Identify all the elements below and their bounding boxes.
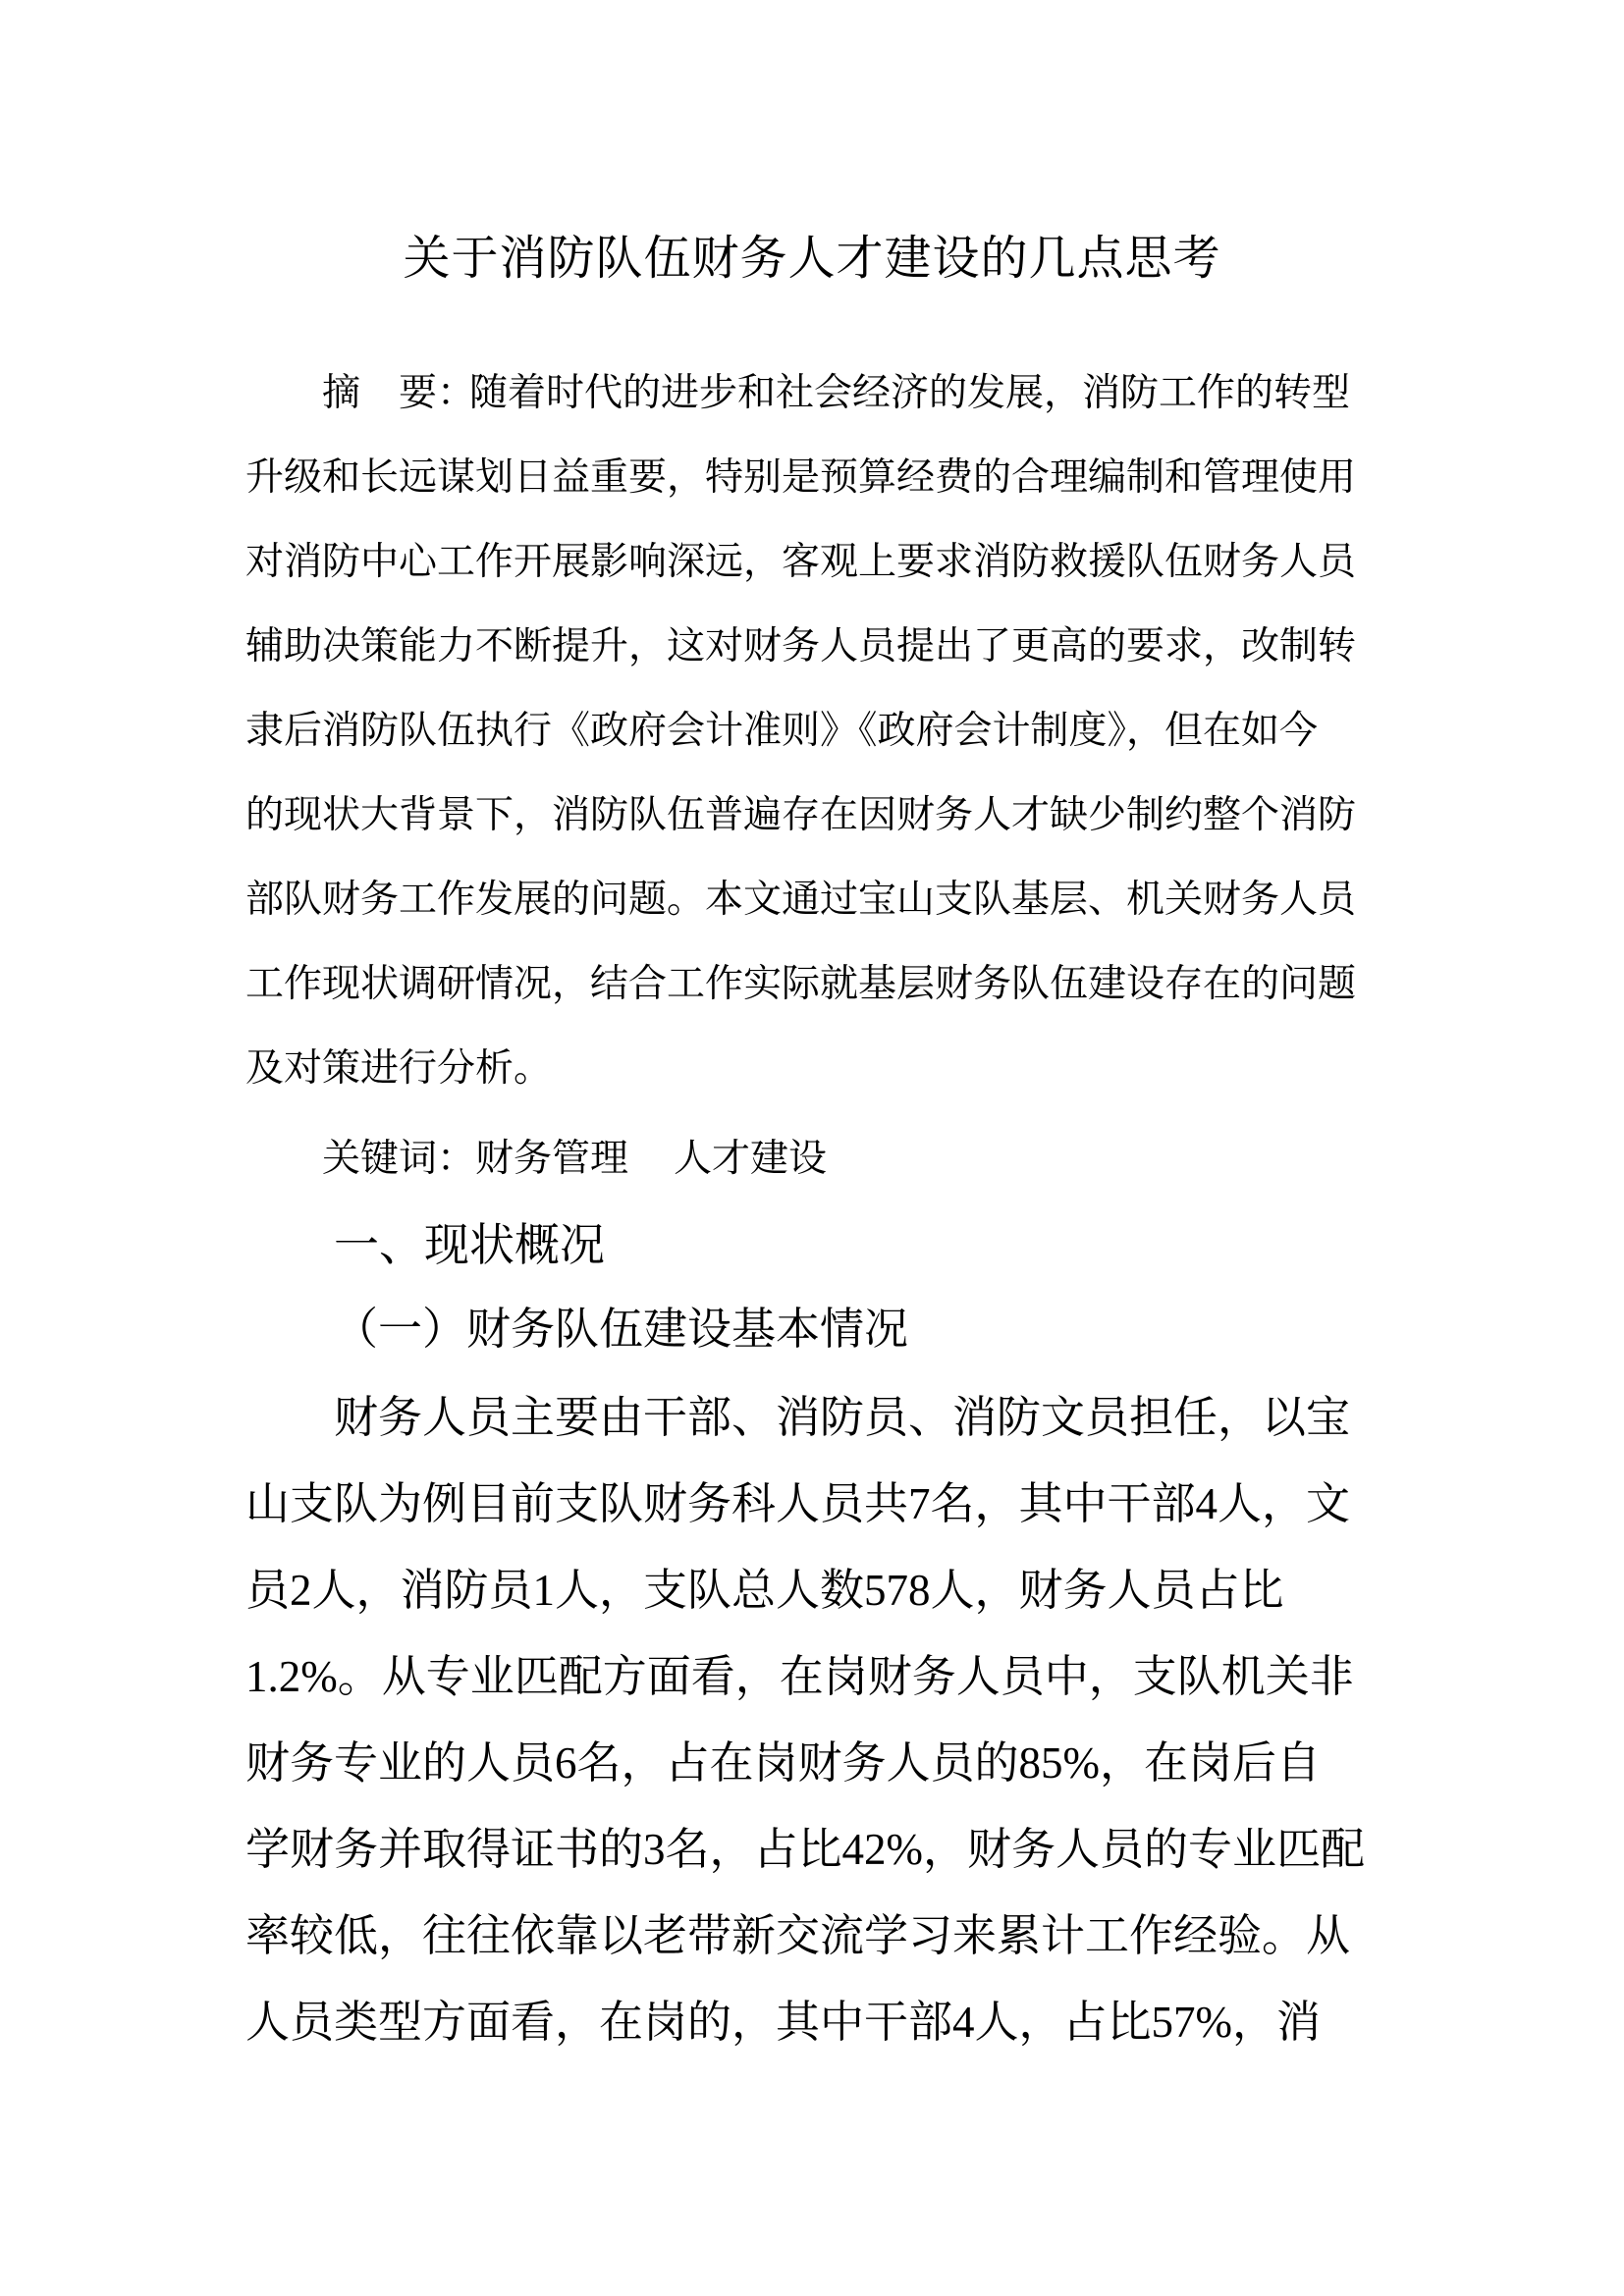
body-paragraph xyxy=(245,1374,1404,2065)
abstract-line: 隶后消防队伍执行《政府会计准则》《政府会计制度》，但在如今 xyxy=(245,709,1319,753)
keyword-item: 财务管理 xyxy=(475,1137,629,1181)
keywords-label: 关键词： xyxy=(322,1137,476,1181)
abstract-line: 升级和长远谋划日益重要，特别是预算经费的合理编制和管理使用 xyxy=(245,455,1357,500)
body-line: 财务专业的人员6名，占在岗财务人员的85%，在岗后自 xyxy=(245,1736,1322,1789)
section-heading: 一、现状概况 xyxy=(334,1218,605,1271)
abstract-line: 及对策进行分析。 xyxy=(245,1046,553,1091)
body-line: 山支队为例目前支队财务科人员共7名，其中干部4人，文 xyxy=(245,1477,1351,1529)
body-line: 率较低，往往依靠以老带新交流学习来累计工作经验。从 xyxy=(245,1909,1351,1961)
abstract-paragraph xyxy=(245,351,1375,1111)
keywords-line xyxy=(322,1117,827,1201)
abstract-line: 摘 要：随着时代的进步和社会经济的发展，消防工作的转型 xyxy=(245,351,1375,436)
abstract-label: 摘 要： xyxy=(322,371,476,415)
body-line: 财务人员主要由干部、消防员、消防文员担任，以宝 xyxy=(334,1391,1351,1443)
abstract-line: 对消防中心工作开展影响深远，客观上要求消防救援队伍财务人员 xyxy=(245,540,1357,584)
abstract-line: 辅助决策能力不断提升，这对财务人员提出了更高的要求，改制转 xyxy=(245,624,1357,668)
keyword-item: 人才建设 xyxy=(674,1137,828,1181)
body-line: 员2人，消防员1人，支队总人数578人，财务人员占比 xyxy=(245,1564,1284,1616)
abstract-line: 工作现状调研情况，结合工作实际就基层财务队伍建设存在的问题 xyxy=(245,962,1357,1006)
body-line: 学财务并取得证书的3名，占比42%，财务人员的专业匹配 xyxy=(245,1823,1366,1875)
subsection-heading: （一）财务队伍建设基本情况 xyxy=(334,1303,909,1355)
body-line: 1.2%。从专业匹配方面看，在岗财务人员中，支队机关非 xyxy=(245,1650,1354,1702)
abstract-line: 部队财务工作发展的问题。本文通过宝山支队基层、机关财务人员 xyxy=(245,878,1357,922)
abstract-line: 的现状大背景下，消防队伍普遍存在因财务人才缺少制约整个消防 xyxy=(245,793,1357,837)
body-line: 人员类型方面看，在岗的，其中干部4人，占比57%，消 xyxy=(245,1996,1322,2048)
document-title: 关于消防队伍财务人才建设的几点思考 xyxy=(403,231,1221,286)
